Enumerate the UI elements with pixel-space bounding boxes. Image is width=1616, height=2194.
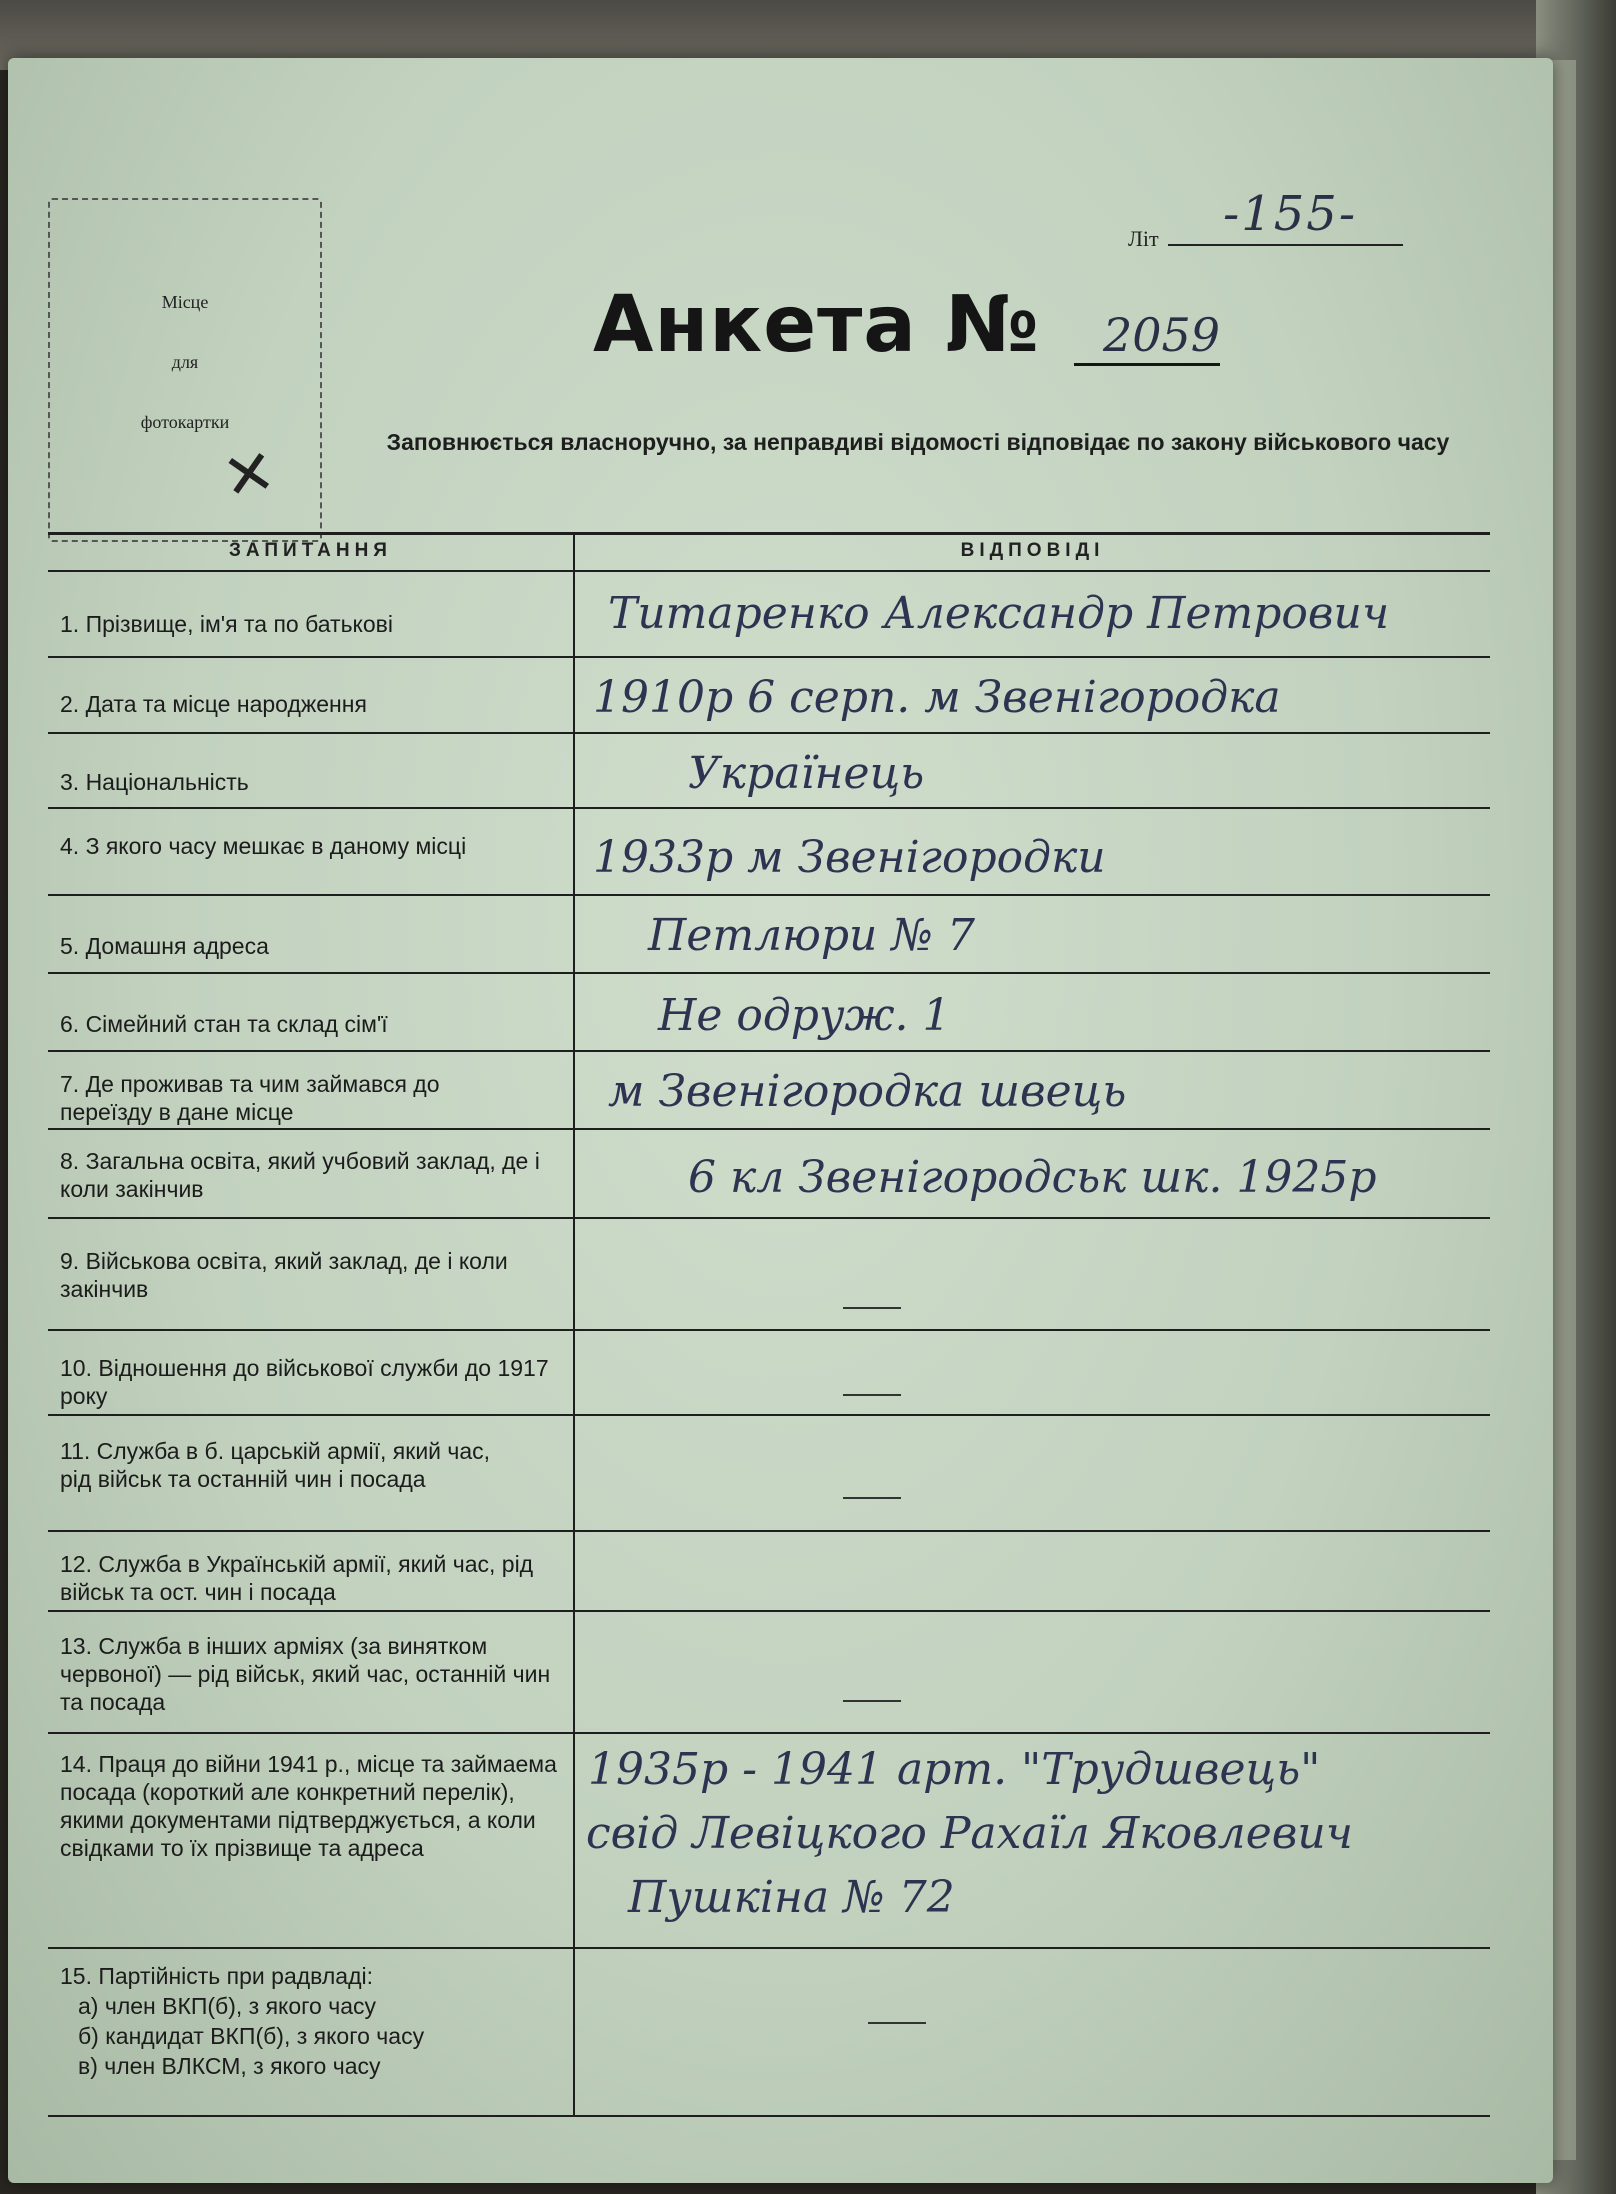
answer-13-dash — [843, 1700, 901, 1702]
row-divider — [48, 1414, 1490, 1416]
questionnaire-table — [48, 532, 1490, 2117]
table-header-rule — [48, 570, 1490, 572]
row-divider — [48, 1050, 1490, 1052]
form-number: 2059 — [1103, 308, 1221, 362]
page-title: Анкета № — [593, 280, 1040, 370]
table-top-rule — [48, 532, 1490, 535]
photo-label-line3: фотокартки — [140, 412, 230, 432]
subtitle: Заповнюється власноручно, за неправдиві відомості відповідає по закону військового часу — [386, 429, 1450, 455]
column-header-question: ЗАПИТАННЯ — [229, 540, 392, 561]
answer-5: Петлюри № 7 — [648, 910, 975, 961]
answer-9-dash — [843, 1307, 901, 1309]
question-7: 7. Де проживав та чим займався до переїзду в дане місце — [60, 1071, 440, 1125]
answer-7: м Звенігородка швець — [608, 1066, 1127, 1117]
questionnaire-sheet — [8, 58, 1553, 2183]
row-divider — [48, 807, 1490, 809]
row-divider — [48, 732, 1490, 734]
answer-10-dash — [843, 1394, 901, 1396]
column-divider — [573, 532, 575, 2117]
question-4: 4. З якого часу мешкає в даному місці — [60, 833, 467, 859]
question-11: 11. Служба в б. царській армії, який час, рід військ та останній чин і посада — [60, 1438, 491, 1492]
row-divider — [48, 1732, 1490, 1734]
cross-mark-icon: ✕ — [217, 434, 281, 515]
row-divider — [48, 1530, 1490, 1532]
answer-11-dash — [843, 1497, 901, 1499]
question-15-heading: 15. Партійність при радвладі: — [60, 1963, 373, 1989]
answer-2: 1910р 6 серп. м Звенігородка — [593, 672, 1281, 723]
question-10: 10. Відношення до військової служби до 1917 року — [60, 1355, 549, 1409]
question-13: 13. Служба в інших арміях (за винятком червоної) — рід військ, який час, останній чин та посада — [60, 1633, 551, 1715]
answer-15-dash — [868, 2022, 926, 2024]
question-2: 2. Дата та місце народження — [60, 691, 367, 717]
row-divider — [48, 1610, 1490, 1612]
column-header-answer: ВІДПОВІДІ — [960, 540, 1105, 561]
question-15-a: а) член ВКП(б), з якого часу — [78, 1993, 377, 2019]
question-6: 6. Сімейний стан та склад сім'ї — [60, 1011, 388, 1037]
question-1: 1. Прізвище, ім'я та по батькові — [60, 611, 393, 637]
row-divider — [48, 894, 1490, 896]
question-15-b: б) кандидат ВКП(б), з якого часу — [78, 2023, 425, 2049]
question-12: 12. Служба в Українській армії, який час, рід військ та ост. чин і посада — [60, 1551, 534, 1605]
question-15-c: в) член ВЛКСМ, з якого часу — [78, 2053, 381, 2079]
photo-label-line2: для — [171, 352, 199, 372]
table-bottom-rule — [48, 2115, 1490, 2117]
row-divider — [48, 1217, 1490, 1219]
row-divider — [48, 1947, 1490, 1949]
answer-8: 6 кл Звенігородськ шк. 1925р — [688, 1152, 1377, 1203]
question-14: 14. Праця до війни 1941 р., місце та займаема посада (короткий але конкретний перелік), якими документами підтверджується, а коли свідками то їх прізвище та адреса — [60, 1751, 557, 1861]
question-9: 9. Військова освіта, який заклад, де і коли закінчив — [60, 1248, 508, 1302]
question-3: 3. Національність — [60, 769, 249, 795]
lit-underline — [1168, 244, 1403, 246]
answer-4: 1933р м Звенігородки — [593, 832, 1106, 883]
answer-3: Українець — [688, 748, 925, 799]
question-8: 8. Загальна освіта, який учбовий заклад, де і коли закінчив — [60, 1148, 540, 1202]
row-divider — [48, 656, 1490, 658]
question-5: 5. Домашня адреса — [60, 933, 269, 959]
photo-label-line1: Місце — [161, 292, 209, 312]
answer-1: Титаренко Александр Петрович — [608, 588, 1390, 639]
photo-placeholder — [48, 198, 322, 542]
answer-14-line2: свід Левіцкого Рахаїл Яковлевич — [586, 1808, 1354, 1859]
answer-14-line1: 1935р - 1941 арт. "Трудшвець" — [588, 1744, 1321, 1795]
form-number-underline — [1074, 363, 1220, 366]
row-divider — [48, 1329, 1490, 1331]
answer-6: Не одруж. 1 — [658, 990, 951, 1041]
lit-value: -155- — [1223, 186, 1358, 242]
row-divider — [48, 1128, 1490, 1130]
answer-14-line3: Пушкіна № 72 — [628, 1872, 955, 1923]
lit-label: Літ — [1128, 226, 1159, 251]
row-divider — [48, 972, 1490, 974]
